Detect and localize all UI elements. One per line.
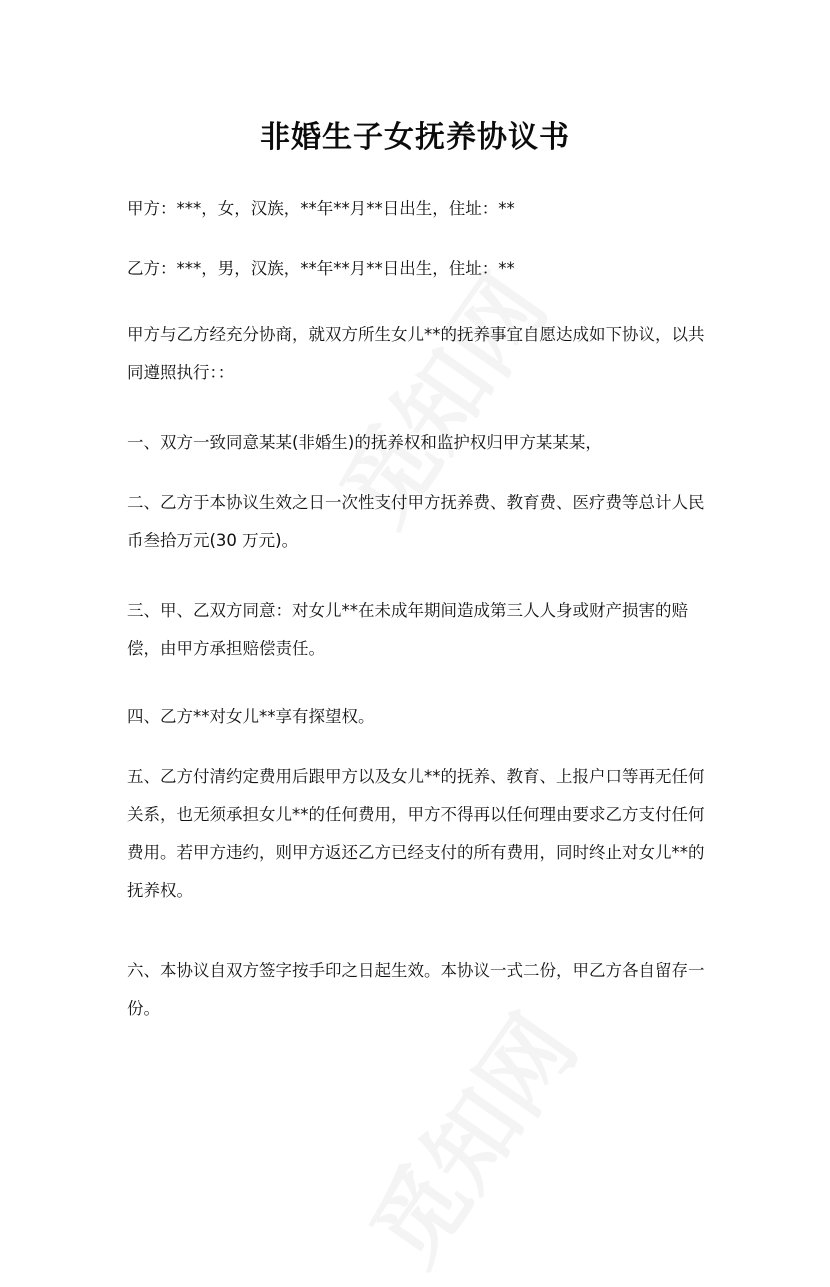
watermark: [335, 985, 601, 1287]
clause-1: 一、双方一致同意某某(非婚生)的抚养权和监护权归甲方某某某，: [127, 433, 602, 452]
party-b-info: 乙方：***，男，汉族，**年**月**日出生，住址：**: [127, 259, 515, 278]
document-title: 非婚生子女抚养协议书: [260, 120, 570, 155]
clause-6: 六、本协议自双方签字按手印之日起生效。本协议一式二份，甲乙方各自留存一份。: [127, 961, 705, 1018]
party-a-info: 甲方：***，女，汉族，**年**月**日出生，住址：**: [127, 199, 515, 218]
clause-3: 三、甲、乙双方同意：对女儿**在未成年期间造成第三人人身或财产损害的赔偿，由甲方承担赔偿责任。: [127, 601, 688, 658]
agreement-preamble: 甲方与乙方经充分协商，就双方所生女儿**的抚养事宜自愿达成如下协议，以共同遵照执行：：: [127, 325, 705, 382]
clause-5: 五、乙方付清约定费用后跟甲方以及女儿**的抚养、教育、上报户口等再无任何关系，也无须承担女儿**的任何费用，甲方不得再以任何理由要求乙方支付任何费用。若甲方违约，则甲方返还乙方已经支付的所有费用，同时终止对女儿**的抚养权。: [127, 767, 705, 900]
clause-2: 二、乙方于本协议生效之日一次性支付甲方抚养费、教育费、医疗费等总计人民币叁拾万元(30 万元)。: [127, 493, 705, 550]
clause-4: 四、乙方**对女儿**享有探望权。: [127, 707, 375, 726]
